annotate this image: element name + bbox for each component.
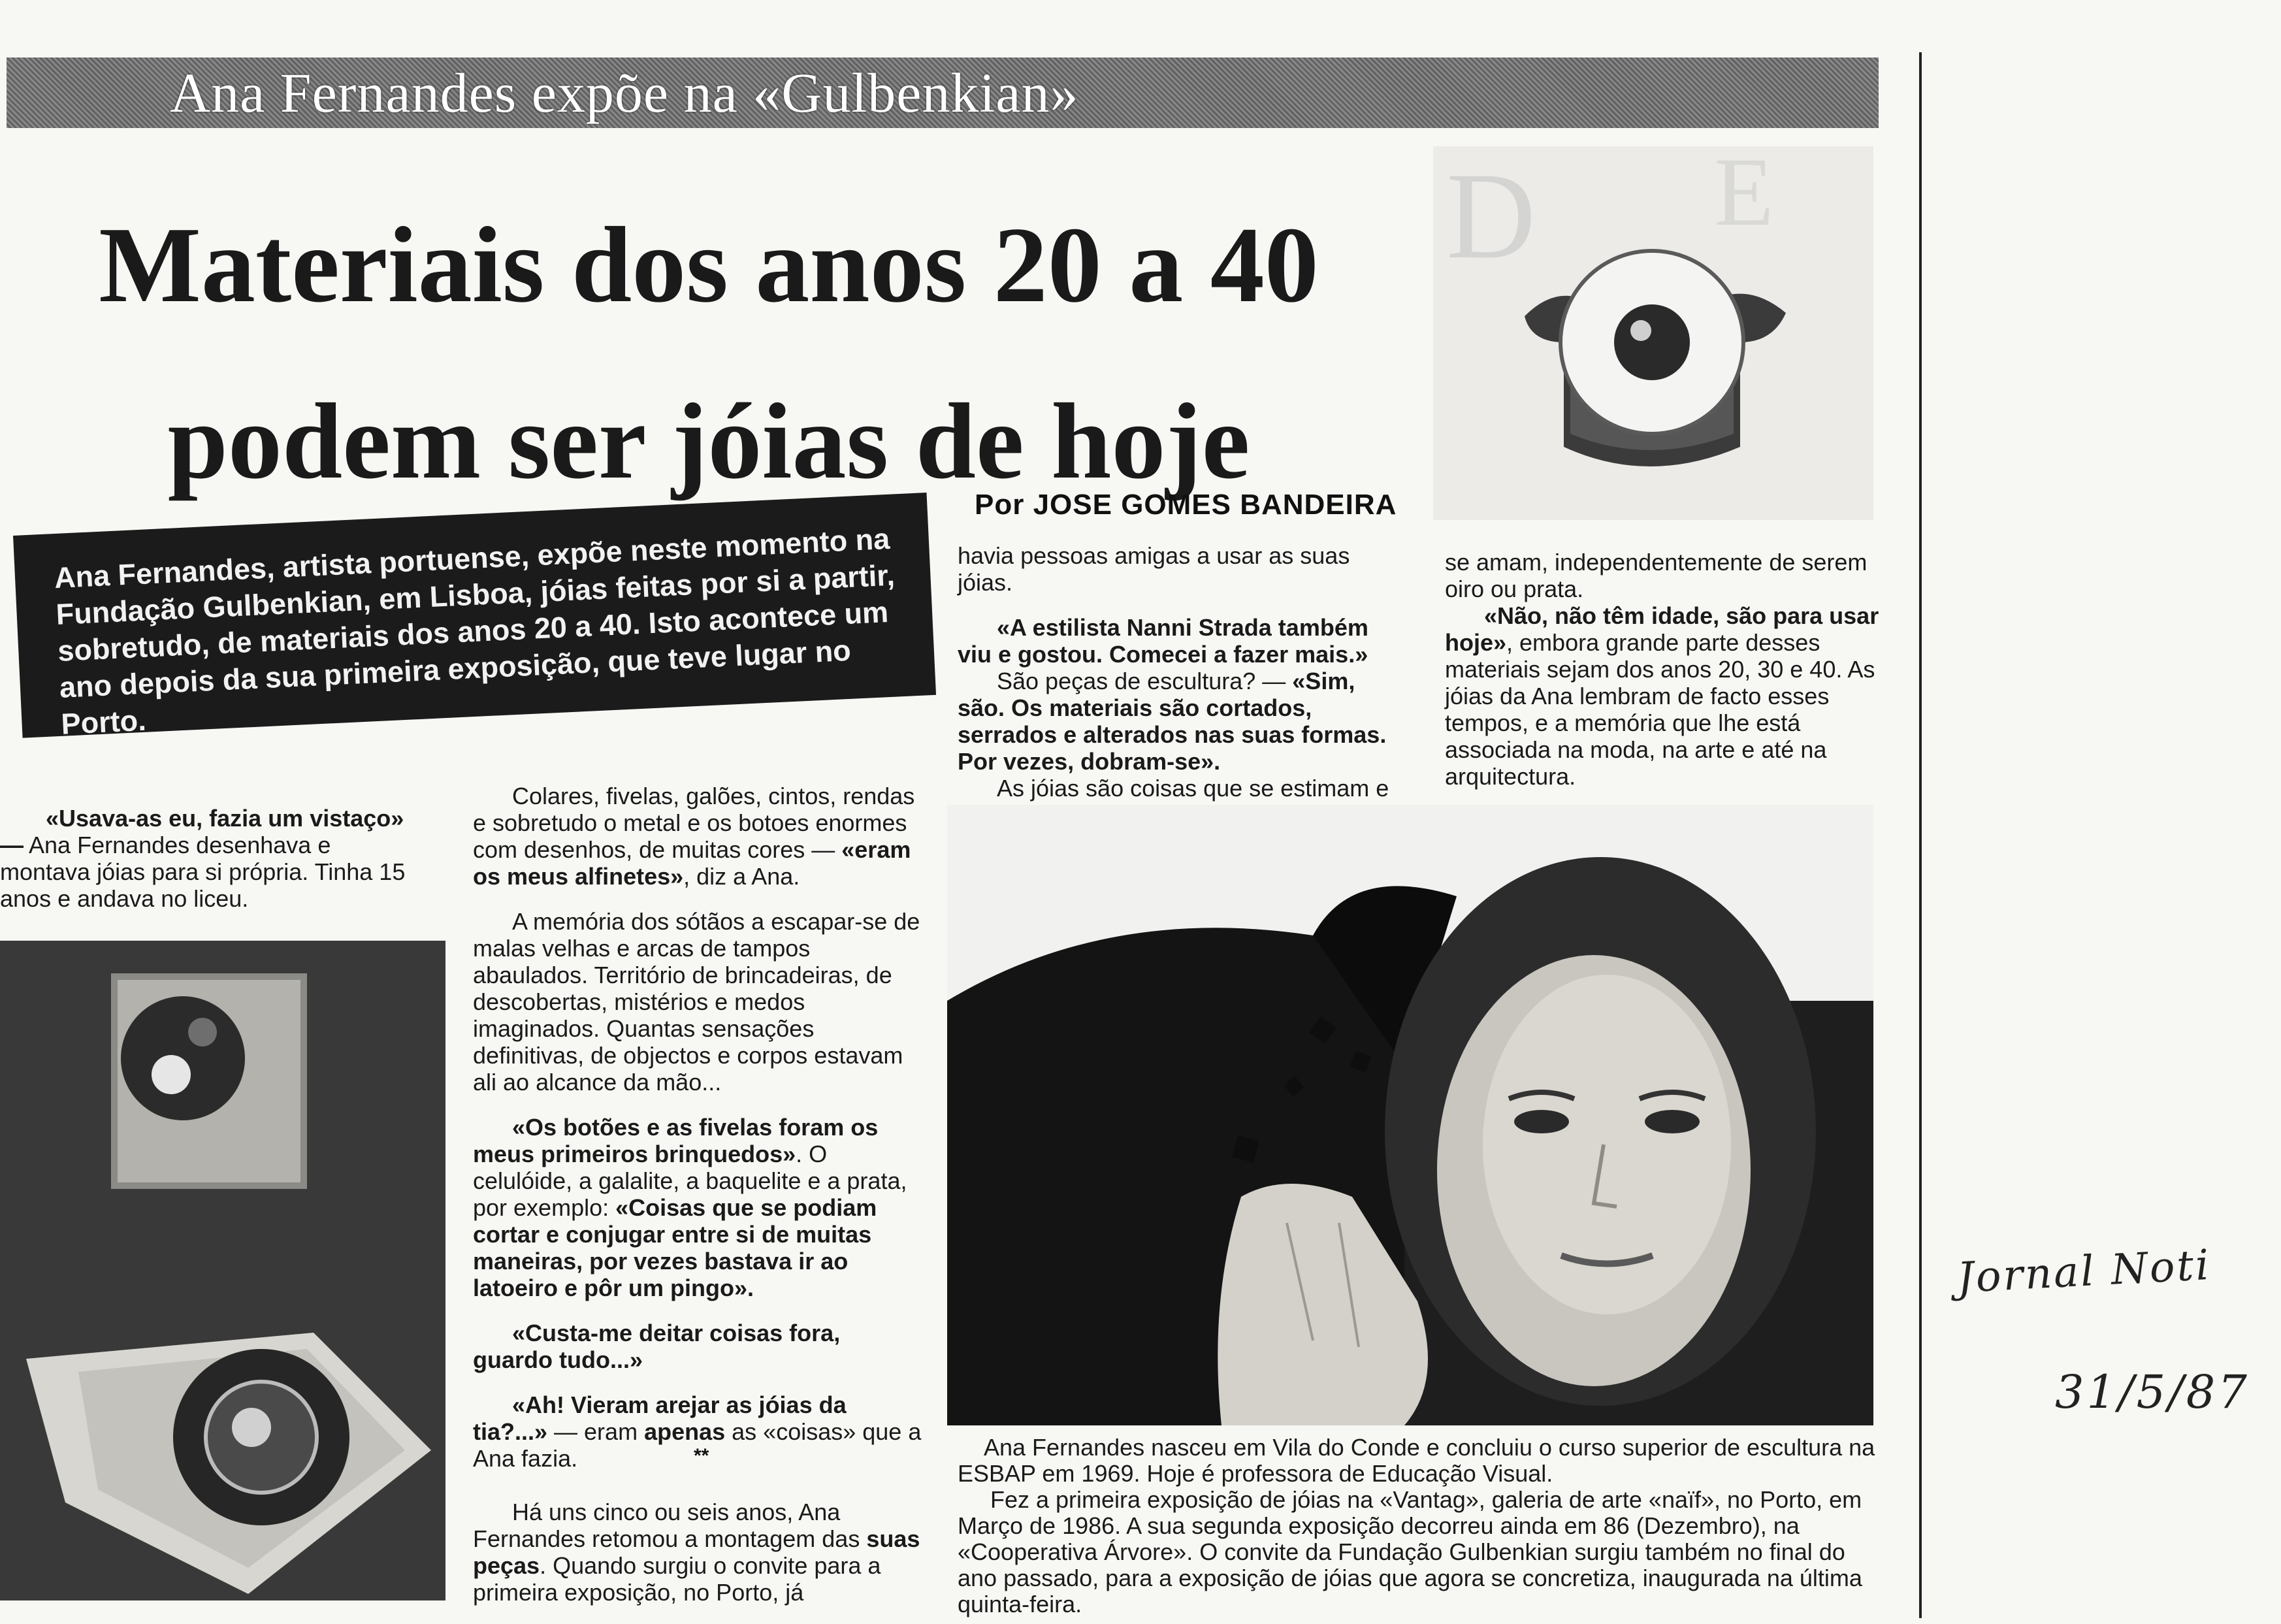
column-3 [958,542,1402,820]
photo-jewel-brooch [1433,146,1873,520]
col2-paragraph-3 [473,1114,924,1301]
jewels-pair-image [0,941,445,1600]
quote-bold: «Sim, são. Os materiais são cortados, serrados e alterados nas suas formas. Por vezes, dobram-se». [958,668,1387,775]
portrait-image [947,805,1873,1425]
photo-caption [958,1435,1879,1617]
byline: Por JOSE GOMES BANDEIRA [975,489,1397,521]
body-text: as «coisas» que a Ana fazia. [473,1418,922,1472]
column-2 [473,783,924,1490]
quote-bold: «Usava-as eu, fazia um vistaço» — [0,805,404,858]
emphasis-bold: apenas [644,1418,726,1445]
caption-paragraph-1: Ana Fernandes nasceu em Vila do Conde e concluiu o curso superior de escultura na ESBAP em 1969. Hoje é professora de Educação Visual. [958,1434,1875,1487]
lead-box [13,493,936,741]
kicker-banner: Ana Fernandes expõe na «Gulbenkian» [7,57,1879,128]
quote-bold: «Os botões e as fivelas foram os meus primeiros brinquedos» [473,1114,879,1167]
body-text: . Quando surgiu o convite para a primeira exposição, no Porto, já [473,1552,881,1606]
col3-paragraph-3 [958,668,1402,775]
col3-paragraph-1: havia pessoas amigas a usar as suas jóias. [958,542,1350,596]
col2-paragraph-1 [473,783,924,890]
column-2-continued [473,1499,924,1624]
lead-text: Ana Fernandes, artista portuense, expõe neste momento na Fundação Gulbenkian, em Lisboa, jóias feitas por si a partir, sobretudo, de materiais dos anos 20 a 40. Isto acontece um ano depois da sua primeira exposição, que teve lugar no Porto. [53,521,896,741]
photo-portrait-ana-fernandes [947,805,1873,1425]
body-text: Colares, fivelas, galões, cintos, rendas e sobretudo o metal e os botoes enormes com desenhos, de muitas cores — [473,783,915,863]
headline-line-2: podem ser jóias de hoje [167,381,1250,501]
clipping-edge-rule [1919,52,1922,1618]
emphasis-bold: suas peças [473,1525,920,1579]
body-text: Há uns cinco ou seis anos, Ana Fernandes retomou a montagem das [473,1499,867,1552]
body-text: , embora grande parte desses materiais sejam dos anos 20, 30 e 40. As jóias da Ana lembram de facto esses tempos, e a memória que lhe está associada na moda, na arte e até na arquitectura. [1445,629,1875,790]
col3-paragraph-2: «A estilista Nanni Strada também viu e gostou. Comecei a fazer mais.» [958,614,1368,668]
body-text: , diz a Ana. [683,863,800,890]
quote-bold: «Coisas que se podiam cortar e conjugar entre si de muitas maneiras, por vezes bastava ir ao latoeiro e pôr um pingo». [473,1194,877,1301]
section-separator: ** [694,1445,709,1467]
handwritten-date: 31/5/87 [2055,1365,2250,1419]
photo-jewels-pair [0,941,445,1600]
headline-line-1: Materiais dos anos 20 a 40 [99,204,1319,325]
handwritten-source: Jornal Noti [1956,1241,2212,1303]
body-text: . O celulóide, a galalite, a baquelite e a prata, por exemplo: [473,1141,907,1221]
body-text: — eram [547,1418,645,1445]
body-text: São peças de escultura? — [997,668,1293,694]
col4-paragraph-1: se amam, independentemente de serem oiro ou prata. [1445,549,1868,602]
headline [7,176,1411,529]
column-1 [0,805,418,930]
svg-text:E: E [1714,146,1774,246]
quote-bold: «Ah! Vieram arejar as jóias da tia?...» [473,1391,847,1445]
quote-bold: «Não, não têm idade, são para usar hoje» [1445,602,1879,656]
col3-paragraph-4: As jóias são coisas que se estimam e [997,775,1389,802]
col4-paragraph-2 [1445,602,1889,790]
quote-bold: «eram os meus alfinetes» [473,836,911,890]
svg-text:D: D [1446,148,1536,285]
body-text: Ana Fernandes desenhava e montava jóias para si própria. Tinha 15 anos e andava no liceu. [0,832,406,912]
caption-paragraph-2: Fez a primeira exposição de jóias na «Vantag», galeria de arte «naïf», no Porto, em Março de 1986. A sua segunda exposição decorreu ainda em 86 (Dezembro), na «Cooperativa Árvore». O convite da Fundação Gulbenkian surgiu também no final do ano passado, para a exposição de jóias que agora se concretiza, inaugurada na última quinta-feira. [958,1486,1862,1617]
col2-paragraph-4: «Custa-me deitar coisas fora, guardo tudo...» [473,1320,841,1373]
jewel-brooch-image [1433,146,1873,520]
col2-paragraph-6 [473,1499,924,1606]
col2-paragraph-2: A memória dos sótãos a escapar-se de malas velhas e arcas de tampos abaulados. Território de brincadeiras, de descobertas, mistérios e medos imaginados. Quantas sensações definitivas, de objectos e corpos estavam ali ao alcance da mão... [473,908,920,1096]
handwritten-annotation [1956,1241,2271,1437]
column-4 [1445,549,1889,808]
col1-paragraph [0,805,418,912]
